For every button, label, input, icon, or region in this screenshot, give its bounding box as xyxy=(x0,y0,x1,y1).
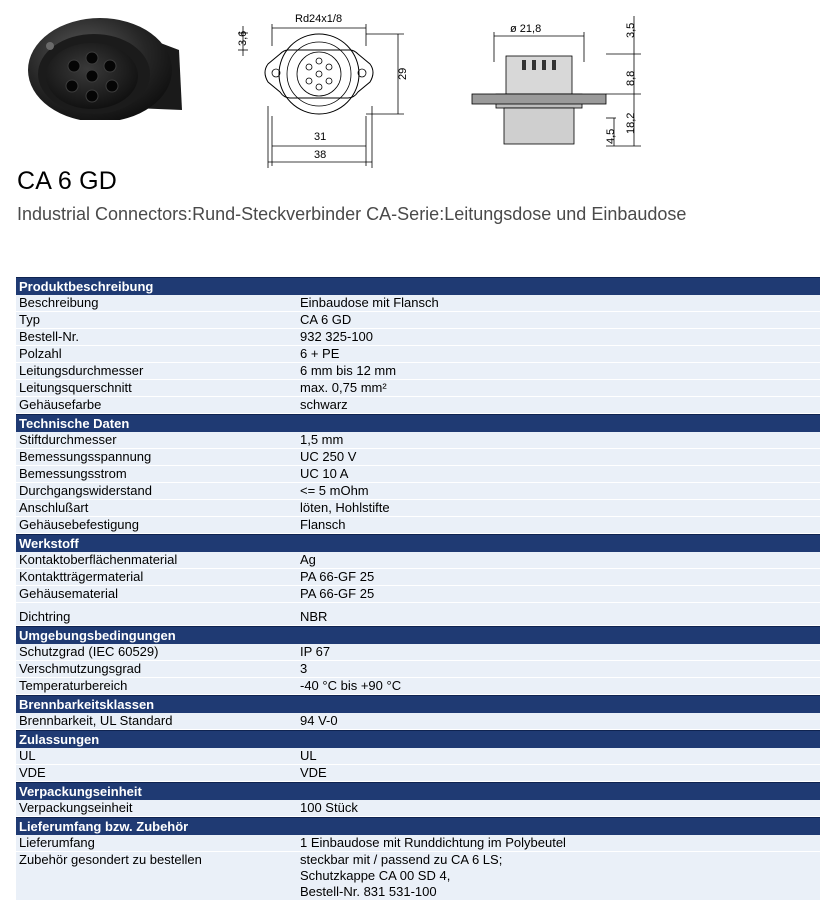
spec-value: max. 0,75 mm² xyxy=(300,380,387,395)
dim-29-label: 29 xyxy=(397,67,409,80)
spec-value: 6 mm bis 12 mm xyxy=(300,363,397,378)
section-header-verpackung: Verpackungseinheit xyxy=(16,782,820,800)
spec-row xyxy=(16,346,820,363)
spec-value: UC 250 V xyxy=(300,449,357,464)
spec-row xyxy=(16,500,820,517)
spec-key: Bestell-Nr. xyxy=(19,329,79,344)
spec-row xyxy=(16,835,820,852)
spec-row xyxy=(16,800,820,817)
dia-21-8-label: ø 21,8 xyxy=(510,23,542,35)
spec-value xyxy=(300,852,820,900)
spec-value: NBR xyxy=(300,609,328,624)
spec-row xyxy=(16,329,820,346)
spec-key: Gehäusefarbe xyxy=(19,397,102,412)
spec-row xyxy=(16,552,820,569)
spec-value: CA 6 GD xyxy=(300,312,352,327)
thread-dim-label: Rd24x1/8 xyxy=(295,13,343,25)
spec-key: Gehäusematerial xyxy=(19,586,118,601)
spec-row xyxy=(16,363,820,380)
spec-key: Brennbarkeit, UL Standard xyxy=(19,713,173,728)
spec-row xyxy=(16,483,820,500)
spec-value: 3 xyxy=(300,661,308,676)
dim-4-5-label: 4,5 xyxy=(605,128,617,144)
dim-8-8-label: 8,8 xyxy=(625,70,637,86)
spec-row xyxy=(16,603,820,626)
zubehoer-line: steckbar mit / passend zu CA 6 LS; xyxy=(300,852,503,867)
spec-value: 6 + PE xyxy=(300,346,340,361)
spec-key: Kontaktoberflächenmaterial xyxy=(19,552,178,567)
dim-38-label: 38 xyxy=(314,149,327,161)
spec-key: UL xyxy=(19,748,36,763)
spec-row xyxy=(16,765,820,782)
spec-key: Leitungsquerschnitt xyxy=(19,380,132,395)
side-view-drawing xyxy=(466,6,646,156)
spec-value: 932 325-100 xyxy=(300,329,374,344)
zubehoer-line: Bestell-Nr. 831 531-100 xyxy=(300,884,437,899)
spec-row xyxy=(16,678,820,695)
section-header-technik: Technische Daten xyxy=(16,414,820,432)
page-subtitle: Industrial Connectors:Rund-Steckverbinder CA-Serie:Leitungsdose und Einbaudose xyxy=(17,204,687,224)
spec-value: <= 5 mOhm xyxy=(300,483,369,498)
spec-value: Flansch xyxy=(300,517,346,532)
front-view-drawing xyxy=(226,6,426,174)
spec-row xyxy=(16,713,820,730)
spec-row xyxy=(16,449,820,466)
section-header-werkstoff: Werkstoff xyxy=(16,534,820,552)
spec-row xyxy=(16,661,820,678)
spec-row xyxy=(16,569,820,586)
spec-key: Temperaturbereich xyxy=(19,678,128,693)
spec-row xyxy=(16,466,820,483)
spec-row xyxy=(16,748,820,765)
spec-value: schwarz xyxy=(300,397,348,412)
spec-row xyxy=(16,644,820,661)
product-photo xyxy=(14,10,194,120)
spec-value: 94 V-0 xyxy=(300,713,338,728)
spec-table xyxy=(16,277,820,901)
spec-value: Ag xyxy=(300,552,316,567)
spec-key: Gehäusebefestigung xyxy=(19,517,139,532)
spec-key: Kontaktträgermaterial xyxy=(19,569,144,584)
spec-value: PA 66-GF 25 xyxy=(300,586,375,601)
spec-row xyxy=(16,586,820,603)
section-header-umgebung: Umgebungsbedingungen xyxy=(16,626,820,644)
spec-value: Einbaudose mit Flansch xyxy=(300,295,439,310)
spec-value: -40 °C bis +90 °C xyxy=(300,678,402,693)
spec-row xyxy=(16,312,820,329)
spec-key: Durchgangswiderstand xyxy=(19,483,152,498)
spec-value: 100 Stück xyxy=(300,800,358,815)
spec-key: Schutzgrad (IEC 60529) xyxy=(19,644,159,659)
spec-value: UL xyxy=(300,748,317,763)
dim-31-label: 31 xyxy=(314,131,327,143)
section-header-brenn: Brennbarkeitsklassen xyxy=(16,695,820,713)
spec-key: Bemessungsstrom xyxy=(19,466,127,481)
spec-key: Lieferumfang xyxy=(19,835,95,850)
spec-row xyxy=(16,295,820,312)
spec-key: Stiftdurchmesser xyxy=(19,432,117,447)
spec-key: Typ xyxy=(19,312,40,327)
spec-key: Dichtring xyxy=(19,609,71,624)
spec-key: Beschreibung xyxy=(19,295,99,310)
dim-3-6-label: 3,6 xyxy=(237,30,249,46)
spec-row xyxy=(16,517,820,534)
section-header-zulassungen: Zulassungen xyxy=(16,730,820,748)
spec-row xyxy=(16,380,820,397)
spec-value: PA 66-GF 25 xyxy=(300,569,375,584)
spec-row xyxy=(16,432,820,449)
spec-row xyxy=(16,397,820,414)
spec-value: VDE xyxy=(300,765,327,780)
spec-value: 1,5 mm xyxy=(300,432,344,447)
page-title: CA 6 GD xyxy=(17,167,118,195)
spec-key: Leitungsdurchmesser xyxy=(19,363,144,378)
spec-value: 1 Einbaudose mit Runddichtung im Polybeutel xyxy=(300,835,566,850)
spec-value: UC 10 A xyxy=(300,466,349,481)
section-header-lieferumfang: Lieferumfang bzw. Zubehör xyxy=(16,817,820,835)
spec-value: löten, Hohlstifte xyxy=(300,500,390,515)
spec-key: Anschlußart xyxy=(19,500,89,515)
spec-key: VDE xyxy=(19,765,46,780)
spec-key: Bemessungsspannung xyxy=(19,449,152,464)
spec-value: IP 67 xyxy=(300,644,331,659)
spec-key: Verschmutzungsgrad xyxy=(19,661,142,676)
spec-key: Polzahl xyxy=(19,346,62,361)
spec-key: Zubehör gesondert zu bestellen xyxy=(19,852,202,867)
dim-18-2-label: 18,2 xyxy=(625,112,637,134)
section-header-produkt: Produktbeschreibung xyxy=(16,277,820,295)
spec-key: Verpackungseinheit xyxy=(19,800,133,815)
dim-3-5-label: 3,5 xyxy=(625,22,637,38)
zubehoer-line: Schutzkappe CA 00 SD 4, xyxy=(300,868,451,883)
